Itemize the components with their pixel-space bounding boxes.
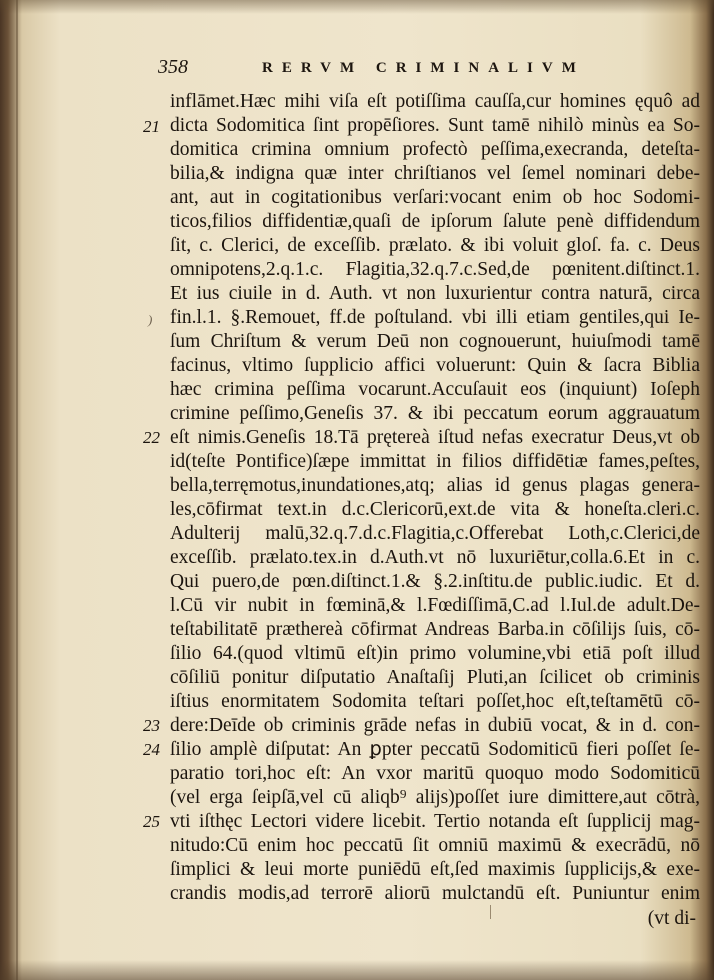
text-line: dicta Sodomitica ſint propēſiores. Sunt tamē nihilò minùs ea So-: [170, 115, 700, 136]
text-line: dere:Deīde ob criminis grāde nefas in dubiū vocat, & in d. con-: [170, 715, 700, 736]
running-title: RERVM CRIMINALIVM: [262, 60, 585, 76]
text-line: domitica crimina omnium profectò peſſima,execranda, deteſta-: [170, 139, 700, 160]
text-line: facinus, vltimo ſupplicio affici voluerunt: Quin & ſacra Biblia: [170, 355, 700, 376]
margin-number: 23: [143, 716, 160, 735]
text-line: crandis modis,ad terrorē aliorū mulctandū eſt. Puniuntur enim: [170, 883, 700, 904]
text-line: nitudo:Cū enim hoc peccatū ſit omniū maximū & execrādū, nō: [170, 835, 700, 856]
text-line: id(teſte Pontifice)ſæpe immittat in filios diffidētiæ fames,peſtes,: [170, 451, 700, 472]
text-line: ſit, c. Clerici, de exceſſib. prælato. & ibi voluit gloſ. fa. c. Deus: [170, 235, 700, 256]
margin-number: 25: [143, 812, 160, 831]
text-line: l.Cū vir nubit in fœminā,& l.Fœdiſſimā,C.ad l.Iul.de adult.De-: [170, 595, 700, 616]
text-line: omnipotens,2.q.1.c. Flagitia,32.q.7.c.Sed,de pœnitent.diſtinct.1.: [170, 259, 700, 280]
text-line: les,cōfirmat text.in d.c.Clericorū,ext.de vita & honeſta.cleri.c.: [170, 499, 700, 520]
margin-number: 22: [143, 428, 160, 447]
page-bottom-edge: [0, 960, 714, 980]
text-line: Et ius ciuile in d. Auth. vt non luxurientur contra naturā, circa: [170, 283, 700, 304]
page-number: 358: [158, 56, 188, 78]
text-line: inflāmet.Hæc mihi viſa eſt potiſſima cauſſa,cur homines ęquô ad: [170, 91, 700, 112]
text-line: vti iſthęc Lectori videre licebit. Tertio notanda eſt ſupplicij mag-: [170, 811, 700, 832]
text-line: teſtabilitatē præthereà cōfirmat Andreas Barba.in cōſilijs ſuis, cō-: [170, 619, 700, 640]
margin-number: 21: [143, 117, 160, 136]
text-line: iſtius enormitatem Sodomita teſtari poſſet,hoc eſt,teſtamētū cō-: [170, 691, 700, 712]
text-line: ant, aut in cogitationibus verſari:vocant enim ob hoc Sodomi-: [170, 187, 700, 208]
text-line: crimine peſſimo,Geneſis 37. & ibi peccatum eorum aggrauatum: [170, 403, 700, 424]
text-line: hæc crimina peſſima vocarunt.Accuſauit eos (inquiunt) Ioſeph: [170, 379, 700, 400]
text-line: Qui puero,de pœn.diſtinct.1.& §.2.inſtitu.de public.iudic. Et d.: [170, 571, 700, 592]
text-line: eſt nimis.Geneſis 18.Tā prętereà iſtud nefas execratur Deus,vt ob: [170, 427, 700, 448]
text-line: Adulterij malū,32.q.7.d.c.Flagitia,c.Offerebat Loth,c.Clerici,de: [170, 523, 700, 544]
margin-number: 24: [143, 740, 160, 759]
text-line: cōſiliū ponitur diſputatio Anaſtaſij Pluti,an ſcilicet ob criminis: [170, 667, 700, 688]
text-line: ticos,filios diffidentiæ,quaſi de ipſorum ſalute penè diffidendum: [170, 211, 700, 232]
catchword: (vt di-: [647, 908, 696, 929]
text-line: ſimplici & leui morte puniēdū eſt,ſed maximis ſupplicijs,& exe-: [170, 859, 700, 880]
text-line: ſilio amplè diſputat: An ꝑpter peccatū Sodomiticū fieri poſſet ſe-: [170, 739, 700, 760]
text-line: ſum Chriſtum & verum Deū non cognouerunt, huiuſmodi tamē: [170, 331, 700, 352]
paper-mark: [490, 905, 491, 919]
margin-mark: ): [148, 312, 153, 327]
text-line: paratio tori,hoc eſt: An vxor maritū quoquo modo Sodomiticū: [170, 763, 700, 784]
text-line: bella,terręmotus,inundationes,atq; alias id genus plagas genera-: [170, 475, 700, 496]
text-line: (vel erga ſeipſā,vel cū aliqb⁹ alijs)poſſet iure dimittere,aut cōtrà,: [170, 787, 700, 808]
text-line: exceſſib. prælato.tex.in d.Auth.vt nō luxuriētur,colla.6.Et in c.: [170, 547, 700, 568]
text-line: ſilio 64.(quod vltimū eſt)in primo volumine,vbi etiā poſt illud: [170, 643, 700, 664]
text-line: fin.l.1. §.Remouet, ff.de poſtuland. vbi illi etiam gentiles,qui Ie-: [170, 307, 700, 328]
text-line: bilia,& indigna quæ inter chriſtianos vel ſemel nominari debe-: [170, 163, 700, 184]
